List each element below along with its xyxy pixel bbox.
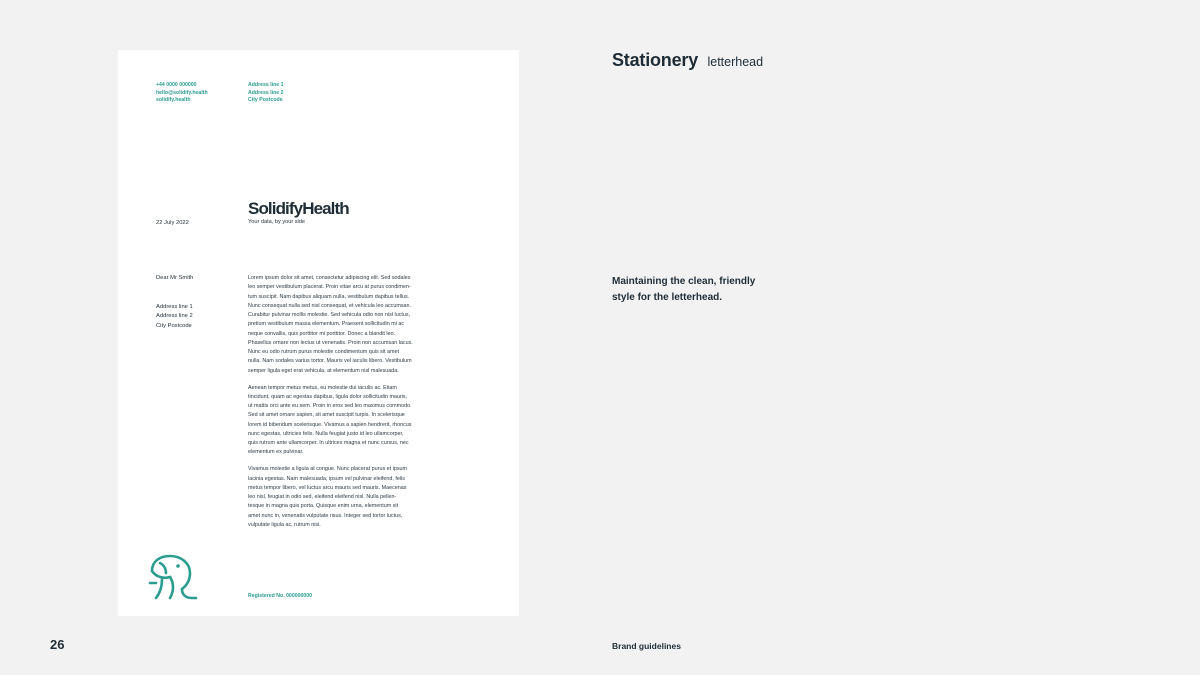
recipient-address-line: Address line 2 [156, 313, 193, 320]
brand-wordmark: SolidifyHealth [248, 199, 349, 218]
body-line: vulputate ligula ac, rutrum nisi. [248, 521, 321, 528]
contact-phone: +44 0000 000000 [156, 82, 197, 88]
sender-address-line: City Postcode [248, 97, 283, 104]
letter-date: 22 July 2022 [156, 220, 189, 226]
body-line: Nunc eu odio rutrum purus molestie condimentum quis sit amet [248, 349, 400, 356]
page-title [612, 50, 763, 71]
body-line: lacinia egestas. Nam malesuada, ipsum vel pulvinar eleifend, felis [248, 475, 406, 482]
body-line: nulla. Nam sodales varius tortor. Mauris vel iaculis libero. Vestibulum [248, 358, 412, 365]
recipient-address-line: Address line 1 [156, 304, 193, 310]
body-line: Aenean tempor metus metus, eu molestie dui iaculis ac. Etiam [248, 384, 397, 391]
body-paragraph [248, 274, 440, 376]
letterhead-page [118, 50, 519, 616]
body-line: metus tempor libero, vel luctus arcu mauris sed mauris. Maecenas [248, 484, 407, 491]
body-line: tincidunt, quam ac egestas dapibus, ligula dolor sollicitudin mauris, [248, 393, 408, 400]
body-line: Curabitur pulvinar mollis molestie. Sed vehicula odio non nisl luctus, [248, 312, 411, 319]
body-line: leo nisl, feugiat in odio sed, eleifend eleifend nisl. Nulla pellen- [248, 494, 397, 501]
body-line: pretium vestibulum massa elementum. Praesent sollicitudin mi ac [248, 321, 405, 328]
recipient-address-line: City Postcode [156, 322, 192, 329]
description-line: style for the letterhead. [612, 291, 723, 303]
registered-number: Registered No. 000000000 [248, 593, 313, 599]
body-line: Lorem ipsum dolor sit amet, consectetur adipiscing elit. Sed sodales [248, 275, 411, 281]
body-line: neque convallis, quis porttitor mi porttitor. Donec a blandit leo. [248, 330, 396, 337]
contact-details [156, 82, 208, 105]
contact-website: solidify.health [156, 97, 191, 104]
description-line: Maintaining the clean, friendly [612, 276, 756, 287]
body-line: Nunc consequat nulla sed nisl consequat, et vehicula leo accumsan. [248, 302, 412, 309]
sender-address [248, 82, 283, 105]
footer-label: Brand guidelines [612, 641, 681, 651]
letter-body [248, 274, 440, 538]
recipient-address [156, 303, 193, 331]
body-line: tesque in magna quis porta. Quisque enim urna, elementum sit [248, 503, 399, 510]
body-line: leo semper vestibulum placerat. Proin vitae arcu at purus condimen- [248, 284, 411, 291]
body-line: Sed sit amet ornare sapien, sit amet suscipit turpis. In scelerisque [248, 412, 405, 419]
body-line: Vivamus molestie a ligula at congue. Nunc placerat purus et ipsum [248, 466, 408, 473]
body-paragraph [248, 384, 440, 458]
title-main: Stationery [612, 50, 699, 70]
body-line: semper ligula eget erat vehicula, at elementum nisl malesuada. [248, 367, 399, 374]
title-sub: letterhead [707, 55, 764, 69]
body-line: elementum ex pulvinar. [248, 449, 304, 456]
body-line: ut mattis orci ante eu sem. Proin in eros sed leo maximus commodo. [248, 403, 412, 410]
body-line: amet nunc in, venenatis vulputate risus. Integer sed tortor luctus, [248, 512, 403, 519]
page-number: 26 [50, 637, 65, 652]
body-line: quis rutrum ante ullamcorper. In ultrices magna et nunc cursus, nec [248, 440, 409, 447]
brand-tagline: Your data, by your side [248, 219, 306, 225]
contact-email: hello@solidify.health [156, 89, 208, 96]
body-line: nunc egestas, ultricies felis. Nulla feugiat justo id leo ullamcorper, [248, 430, 404, 437]
body-line: tum suscipit. Nam dapibus aliquam nulla, vestibulum dapibus tellus. [248, 293, 410, 300]
sender-address-line: Address line 2 [248, 89, 284, 96]
sender-address-line: Address line 1 [248, 82, 284, 88]
body-line: lorem id bibendum scelerisque. Vivamus a sapien hendrerit, rhoncus [248, 421, 412, 428]
elephant-mark-icon [148, 553, 198, 601]
body-line: Phasellus ornare non lectus ut venenatis. Proin non accumsan lacus. [248, 339, 413, 346]
body-paragraph [248, 465, 440, 530]
page-description [612, 274, 782, 305]
salutation: Dear Mr Smith [156, 275, 194, 281]
